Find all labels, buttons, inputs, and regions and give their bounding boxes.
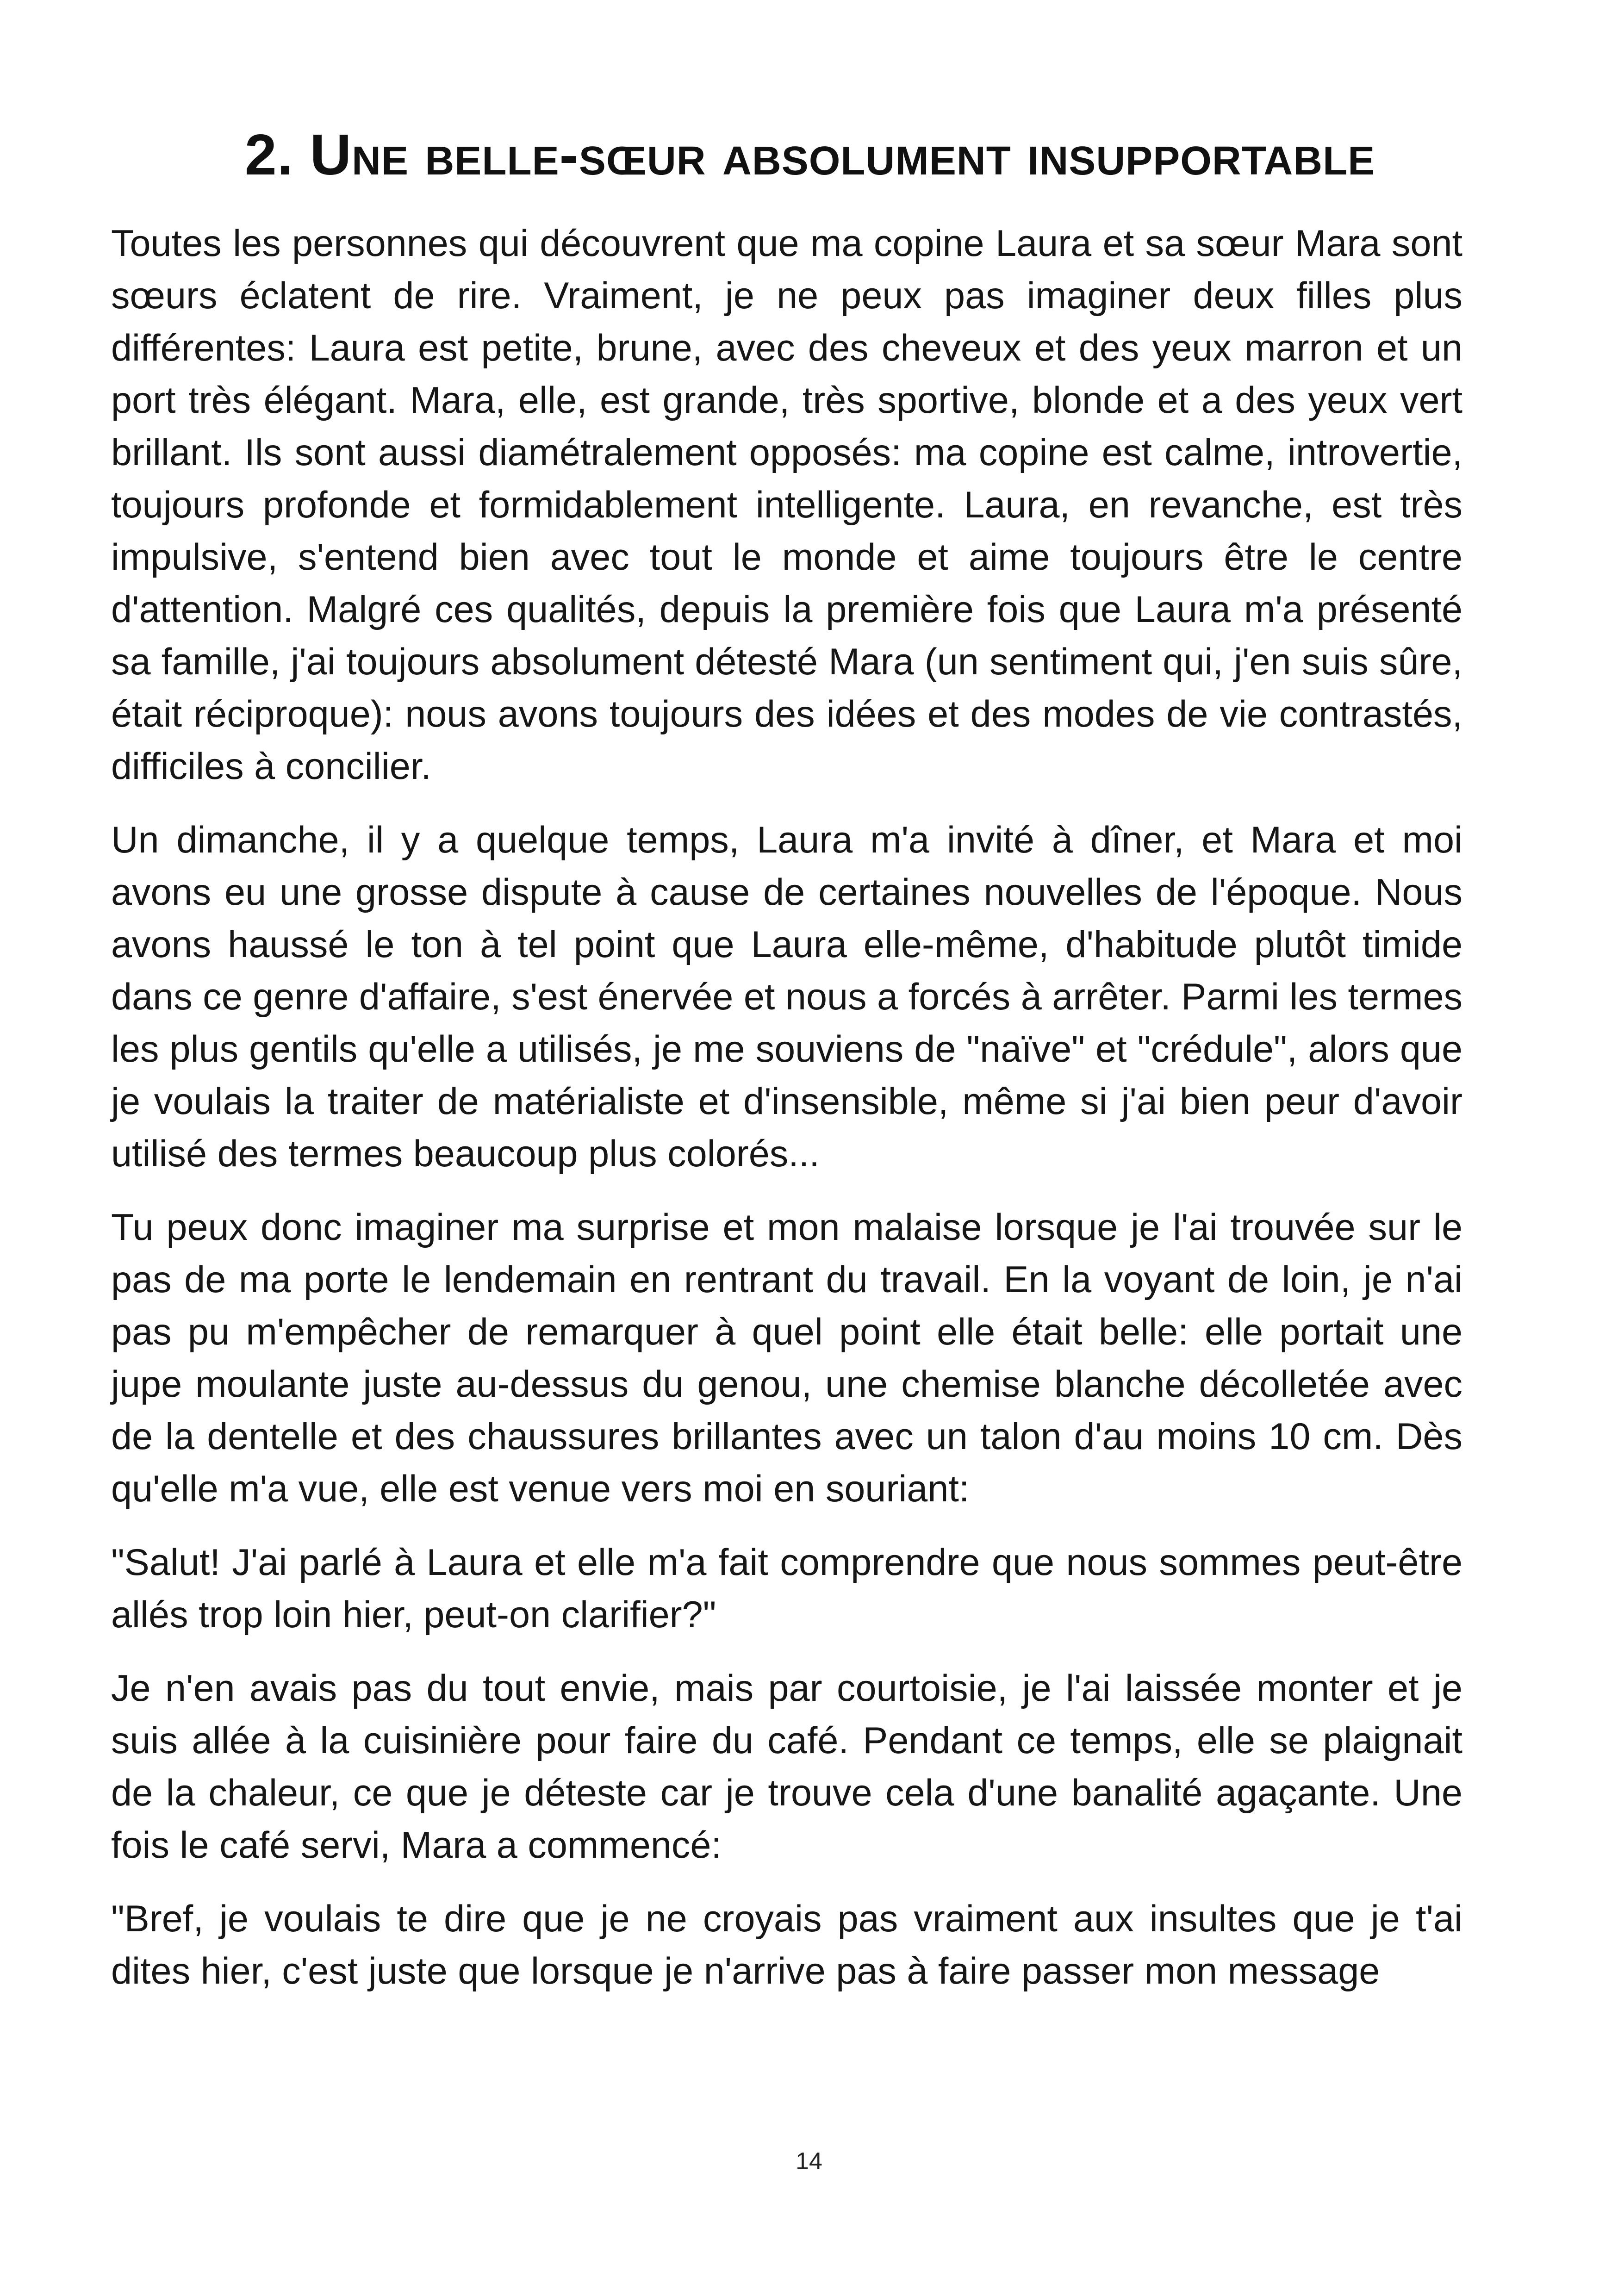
page-number: 14 [796, 2148, 822, 2175]
chapter-body [111, 218, 1462, 2019]
paragraph: Tu peux donc imaginer ma surprise et mon malaise lorsque je l'ai trouvée sur le pas de ma porte le lendemain en rentrant du travail. En la voyant de loin, je n'ai pas pu m'empêcher de remarquer à quel point elle était belle: elle portait une jupe moulante juste au-dessus du genou, une chemise blanche décolletée avec de la dentelle et des chaussures brillantes avec un talon d'au moins 10 cm. Dès qu'elle m'a vue, elle est venue vers moi en souriant: [111, 1207, 1462, 1510]
paragraph: Un dimanche, il y a quelque temps, Laura m'a invité à dîner, et Mara et moi avons eu une grosse dispute à cause de certaines nouvelles de l'époque. Nous avons haussé le ton à tel point que Laura elle-même, d'habitude plutôt timide dans ce genre d'affaire, s'est énervée et nous a forcés à arrêter. Parmi les termes les plus gentils qu'elle a utilisés, je me souviens de "naïve" et "crédule", alors que je voulais la traiter de matérialiste et d'insensible, même si j'ai bien peur d'avoir utilisé des termes beaucoup plus colorés... [111, 819, 1462, 1175]
paragraph: "Salut! J'ai parlé à Laura et elle m'a fait comprendre que nous sommes peut-être allés trop loin hier, peut-on clarifier?" [111, 1542, 1462, 1636]
paragraph: "Bref, je voulais te dire que je ne croyais pas vraiment aux insultes que je t'ai dites hier, c'est juste que lorsque je n'arrive pas à faire passer mon message [111, 1898, 1462, 1992]
paragraph: Je n'en avais pas du tout envie, mais par courtoisie, je l'ai laissée monter et je suis allée à la cuisinière pour faire du café. Pendant ce temps, elle se plaignait de la chaleur, ce que je déteste car je trouve cela d'une banalité agaçante. Une fois le café servi, Mara a commencé: [111, 1668, 1462, 1866]
chapter-title: 2. Une belle-sœur absolument insupportable [244, 123, 1375, 187]
paragraph: Toutes les personnes qui découvrent que ma copine Laura et sa sœur Mara sont sœurs éclatent de rire. Vraiment, je ne peux pas imaginer deux filles plus différentes: Laura est petite, brune, avec des cheveux et des yeux marron et un port très élégant. Mara, elle, est grande, très sportive, blonde et a des yeux vert brillant. Ils sont aussi diamétralement opposés: ma copine est calme, introvertie, toujours profonde et formidablement intelligente. Laura, en revanche, est très impulsive, s'entend bien avec tout le monde et aime toujours être le centre d'attention. Malgré ces qualités, depuis la première fois que Laura m'a présenté sa famille, j'ai toujours absolument détesté Mara (un sentiment qui, j'en suis sûre, était réciproque): nous avons toujours des idées et des modes de vie contrastés, difficiles à concilier. [111, 223, 1462, 787]
